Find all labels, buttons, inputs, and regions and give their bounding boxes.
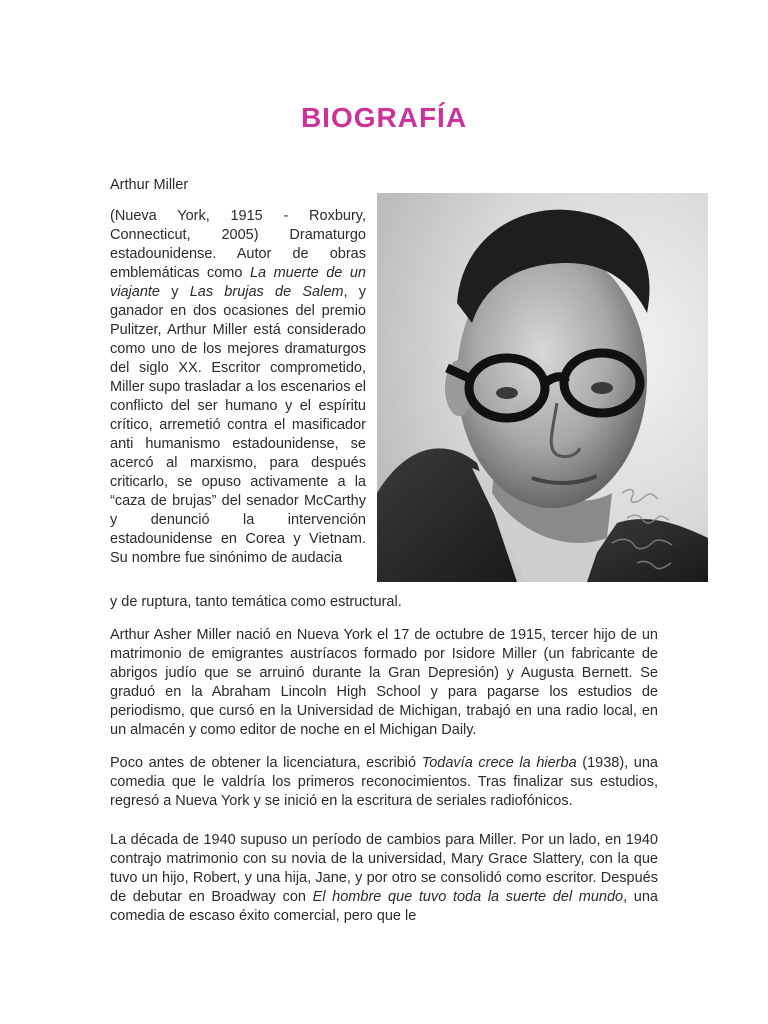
work-title-hierba: Todavía crece la hierba bbox=[421, 755, 577, 771]
intro-text-3: , y ganador en dos ocasiones del premio Pulitzer, Arthur Miller está considerado como uno de los mejores dramaturgos del siglo XX. Escritor comprometido, Miller supo trasladar a los escenarios el conflicto del ser humano y el espíritu crítico, arremetió contra el masificador anti humanismo estadounidense, se acercó al marxismo, para después criticarlo, se opuso activamente a la “caza de brujas” del senador McCarthy y denunció la intervención estadounidense en Corea y Vietnam. Su nombre fue sinónimo de audacia bbox=[110, 284, 367, 566]
work-title-muerte: La muerte de un viajante bbox=[110, 265, 366, 300]
author-name: Arthur Miller bbox=[110, 177, 189, 193]
work-title-brujas: Las brujas de Salem bbox=[189, 284, 344, 300]
intro-text-2: y bbox=[159, 284, 190, 300]
work-title-hombre: El hombre que tuvo toda la suerte del mundo bbox=[312, 889, 624, 905]
intro-paragraph bbox=[110, 207, 366, 568]
portrait-photo bbox=[377, 193, 708, 582]
paragraph-1940s bbox=[110, 831, 658, 926]
intro-text-1: (Nueva York, 1915 - Roxbury, Connecticut, 2005) Dramaturgo estadounidense. Autor de obras emblemáticas como bbox=[110, 208, 366, 281]
intro-tail-line: y de ruptura, tanto temática como estructural. bbox=[110, 594, 402, 610]
p3-text-2: (1938), una comedia que le valdría los primeros reconocimientos. Tras finalizar sus estudios, regresó a Nueva York y se inició en la escritura de seriales radiofónicos. bbox=[110, 755, 658, 809]
p4-text-2: , una comedia de escaso éxito comercial, pero que le bbox=[110, 889, 658, 924]
paragraph-first-works bbox=[110, 754, 658, 811]
p4-text-1: La década de 1940 supuso un período de cambios para Miller. Por un lado, en 1940 contrajo matrimonio con su novia de la universidad, Mary Grace Slattery, con la que tuvo un hijo, Robert, y una hija, Jane, y por otro se consolidó como escritor. Después de debutar en Broadway con bbox=[110, 832, 658, 905]
p3-text-1: Poco antes de obtener la licenciatura, escribió bbox=[110, 755, 422, 771]
paragraph-early-life: Arthur Asher Miller nació en Nueva York el 17 de octubre de 1915, tercer hijo de un matrimonio de emigrantes austríacos formado por Isidore Miller (un fabricante de abrigos judío que se arruinó durante la Gran Depresión) y Augusta Bernett. Se graduó en la Abraham Lincoln High School y para pagarse los estudios de periodismo, que cursó en la Universidad de Michigan, trabajó en una radio local, en un almacén y como editor de noche en el Michigan Daily. bbox=[110, 627, 658, 738]
page-title: BIOGRAFÍA bbox=[300, 102, 468, 133]
